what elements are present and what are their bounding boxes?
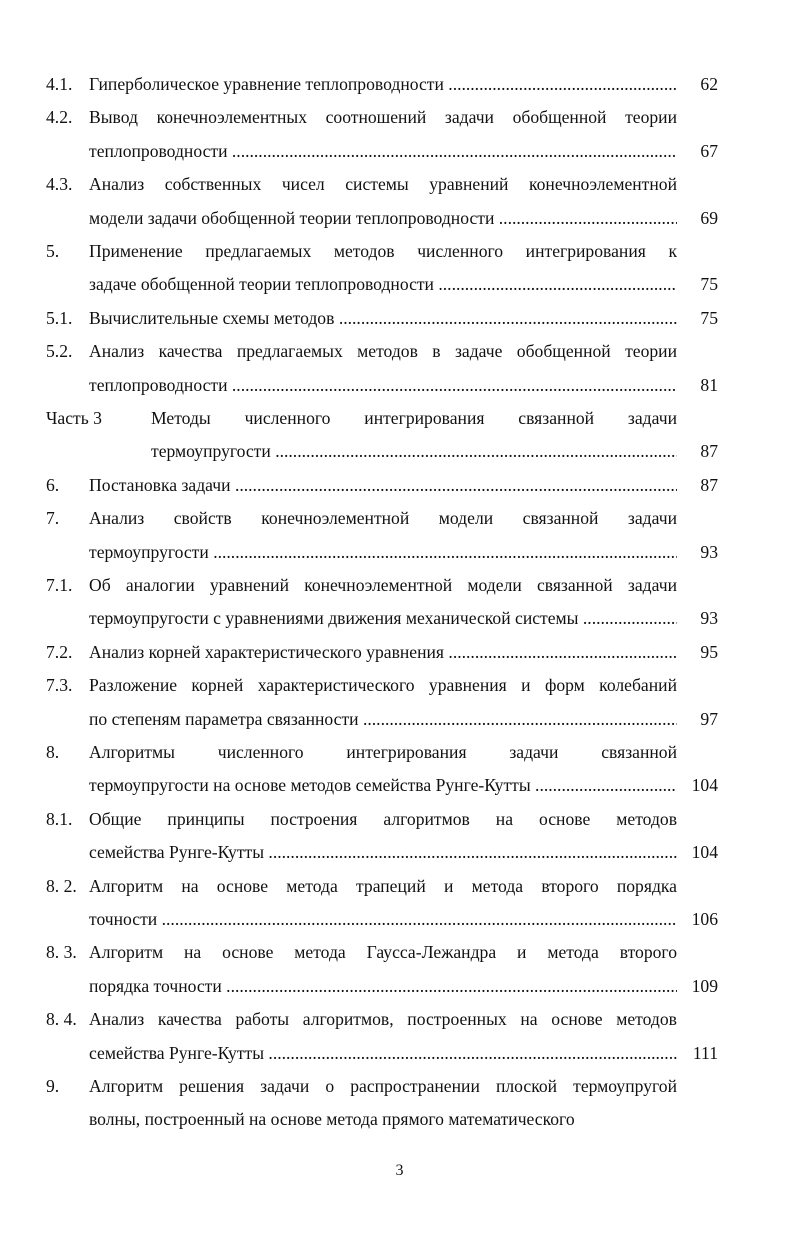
toc-entry-page: 109 [691, 975, 718, 996]
toc-line [0, 803, 799, 836]
toc-entry-title: точности ..... [89, 903, 677, 936]
toc-entry-page: 93 [700, 541, 718, 562]
toc-entry-title: по степеням параметра связанности ..... [89, 703, 677, 736]
toc-entry-number: 7.2. [46, 641, 73, 662]
toc-entry-number: 4.1. [46, 74, 73, 94]
toc-entry-title: Общие принципы построения алгоритмов на основе методов [89, 808, 677, 829]
toc-line [0, 101, 799, 134]
toc-line [0, 469, 799, 502]
toc-line [0, 769, 799, 802]
toc-entry-title: теплопроводности ..... [89, 135, 677, 168]
toc-entry-page: 67 [700, 140, 718, 161]
toc-line [0, 1070, 799, 1103]
toc-entry-number: Часть 3 [46, 408, 102, 428]
toc-entry-title: Вывод конечноэлементных соотношений задачи обобщенной теории [89, 107, 677, 128]
toc-entry-title: Анализ собственных чисел системы уравнений конечноэлементной [89, 174, 677, 195]
toc-entry-title: семейства Рунге-Кутты ..... [89, 836, 677, 869]
toc-entry-title: термоупругости с уравнениями движения механической системы ..... [89, 602, 677, 635]
toc-entry-title: Об аналогии уравнений конечноэлементной модели связанной задачи [89, 575, 677, 595]
toc-line [0, 68, 799, 101]
toc-line [0, 369, 799, 402]
toc-entry-title: Алгоритм на основе метода трапеций и метода второго порядка [89, 875, 677, 896]
toc-line [0, 1037, 799, 1070]
toc-entry-number: 8. 3. [46, 942, 77, 963]
toc-line [0, 736, 799, 769]
toc-line [0, 569, 799, 602]
toc-entry-title: волны, построенный на основе метода прямого математического [89, 1109, 575, 1130]
toc-line [0, 970, 799, 1003]
toc-entry-page: 81 [700, 374, 718, 395]
toc-entry-title: термоупругости на основе методов семейства Рунге-Кутты ..... [89, 769, 677, 802]
toc-entry-number: 9. [46, 1076, 60, 1096]
toc-line [0, 602, 799, 635]
toc-line [0, 268, 799, 301]
toc-entry-title: Вычислительные схемы методов ..... [89, 302, 677, 335]
toc-entry-page: 87 [700, 474, 718, 495]
toc-entry-title: Методы численного интегрирования связанной задачи [151, 408, 677, 428]
toc-entry-number: 7. [46, 508, 60, 529]
toc-entry-page: 62 [700, 74, 718, 94]
toc-entry-page: 106 [691, 909, 718, 929]
toc-line [0, 703, 799, 736]
toc-entry-page: 104 [691, 842, 718, 863]
toc-line [0, 870, 799, 903]
toc-entry-title: Анализ качества предлагаемых методов в задаче обобщенной теории [89, 341, 677, 362]
toc-entry-number: 7.1. [46, 575, 73, 595]
toc-line [0, 536, 799, 569]
toc-line [0, 636, 799, 669]
toc-entry-number: 4.3. [46, 174, 73, 195]
toc-entry-page: 69 [700, 207, 718, 228]
toc-entry-title: термоупругости ..... [151, 435, 677, 468]
toc-entry-number: 5. [46, 241, 60, 261]
toc-entry-number: 8. [46, 742, 60, 762]
toc-line [0, 1003, 799, 1036]
toc-entry-number: 8.1. [46, 808, 73, 829]
toc-entry-title: Анализ свойств конечноэлементной модели связанной задачи [89, 508, 677, 529]
toc-entry-title: теплопроводности ..... [89, 369, 677, 402]
toc-entry-number: 4.2. [46, 107, 73, 128]
toc-line [0, 435, 799, 468]
toc-line [0, 235, 799, 268]
toc-entry-title: Разложение корней характеристического уравнения и форм колебаний [89, 675, 677, 696]
toc-entry-title: Постановка задачи ..... [89, 469, 677, 502]
toc-entry-number: 5.1. [46, 307, 73, 328]
toc-entry-title: Применение предлагаемых методов численного интегрирования к [89, 241, 677, 261]
toc-line [0, 903, 799, 936]
toc-line [0, 669, 799, 702]
toc-line [0, 836, 799, 869]
toc-entry-title: Алгоритмы численного интегрирования задачи связанной [89, 742, 677, 762]
toc-line [0, 502, 799, 535]
toc-entry-title: модели задачи обобщенной теории теплопроводности ..... [89, 202, 677, 235]
toc-line [0, 402, 799, 435]
toc-entry-number: 5.2. [46, 341, 73, 362]
toc-entry-page: 111 [692, 1042, 718, 1063]
toc-entry-number: 8. 2. [46, 875, 77, 896]
toc-entry-title: Алгоритм решения задачи о распространении плоской термоупругой [89, 1076, 677, 1096]
toc-entry-number: 8. 4. [46, 1009, 77, 1030]
page-number: 3 [395, 1162, 404, 1179]
toc-entry-title: Гиперболическое уравнение теплопроводности ..... [89, 68, 677, 101]
toc-entry-page: 75 [700, 274, 718, 295]
toc-entry-number: 6. [46, 474, 60, 495]
toc-entry-title: Анализ корней характеристического уравнения ..... [89, 636, 677, 669]
toc-line [0, 302, 799, 335]
toc-entry-title: порядка точности ..... [89, 970, 677, 1003]
toc-entry-title: Анализ качества работы алгоритмов, построенных на основе методов [89, 1009, 677, 1030]
toc-entry-page: 93 [700, 608, 718, 629]
toc-line [0, 135, 799, 168]
toc-line [0, 1103, 799, 1136]
toc-entry-title: задаче обобщенной теории теплопроводности ..... [89, 268, 677, 301]
toc-entry-page: 95 [700, 641, 718, 662]
toc-entry-number: 7.3. [46, 675, 73, 696]
toc-line [0, 335, 799, 368]
toc-line [0, 936, 799, 969]
toc-entry-page: 75 [700, 307, 718, 328]
toc-entry-page: 97 [700, 708, 718, 729]
toc-entry-page: 87 [700, 441, 718, 462]
toc-entry-page: 104 [691, 775, 718, 796]
toc-line [0, 168, 799, 201]
toc-entry-title: термоупругости ..... [89, 536, 677, 569]
toc-entry-title: Алгоритм на основе метода Гаусса-Лежандра и метода второго [89, 942, 677, 963]
toc-line [0, 202, 799, 235]
toc-entry-title: семейства Рунге-Кутты ..... [89, 1037, 677, 1070]
